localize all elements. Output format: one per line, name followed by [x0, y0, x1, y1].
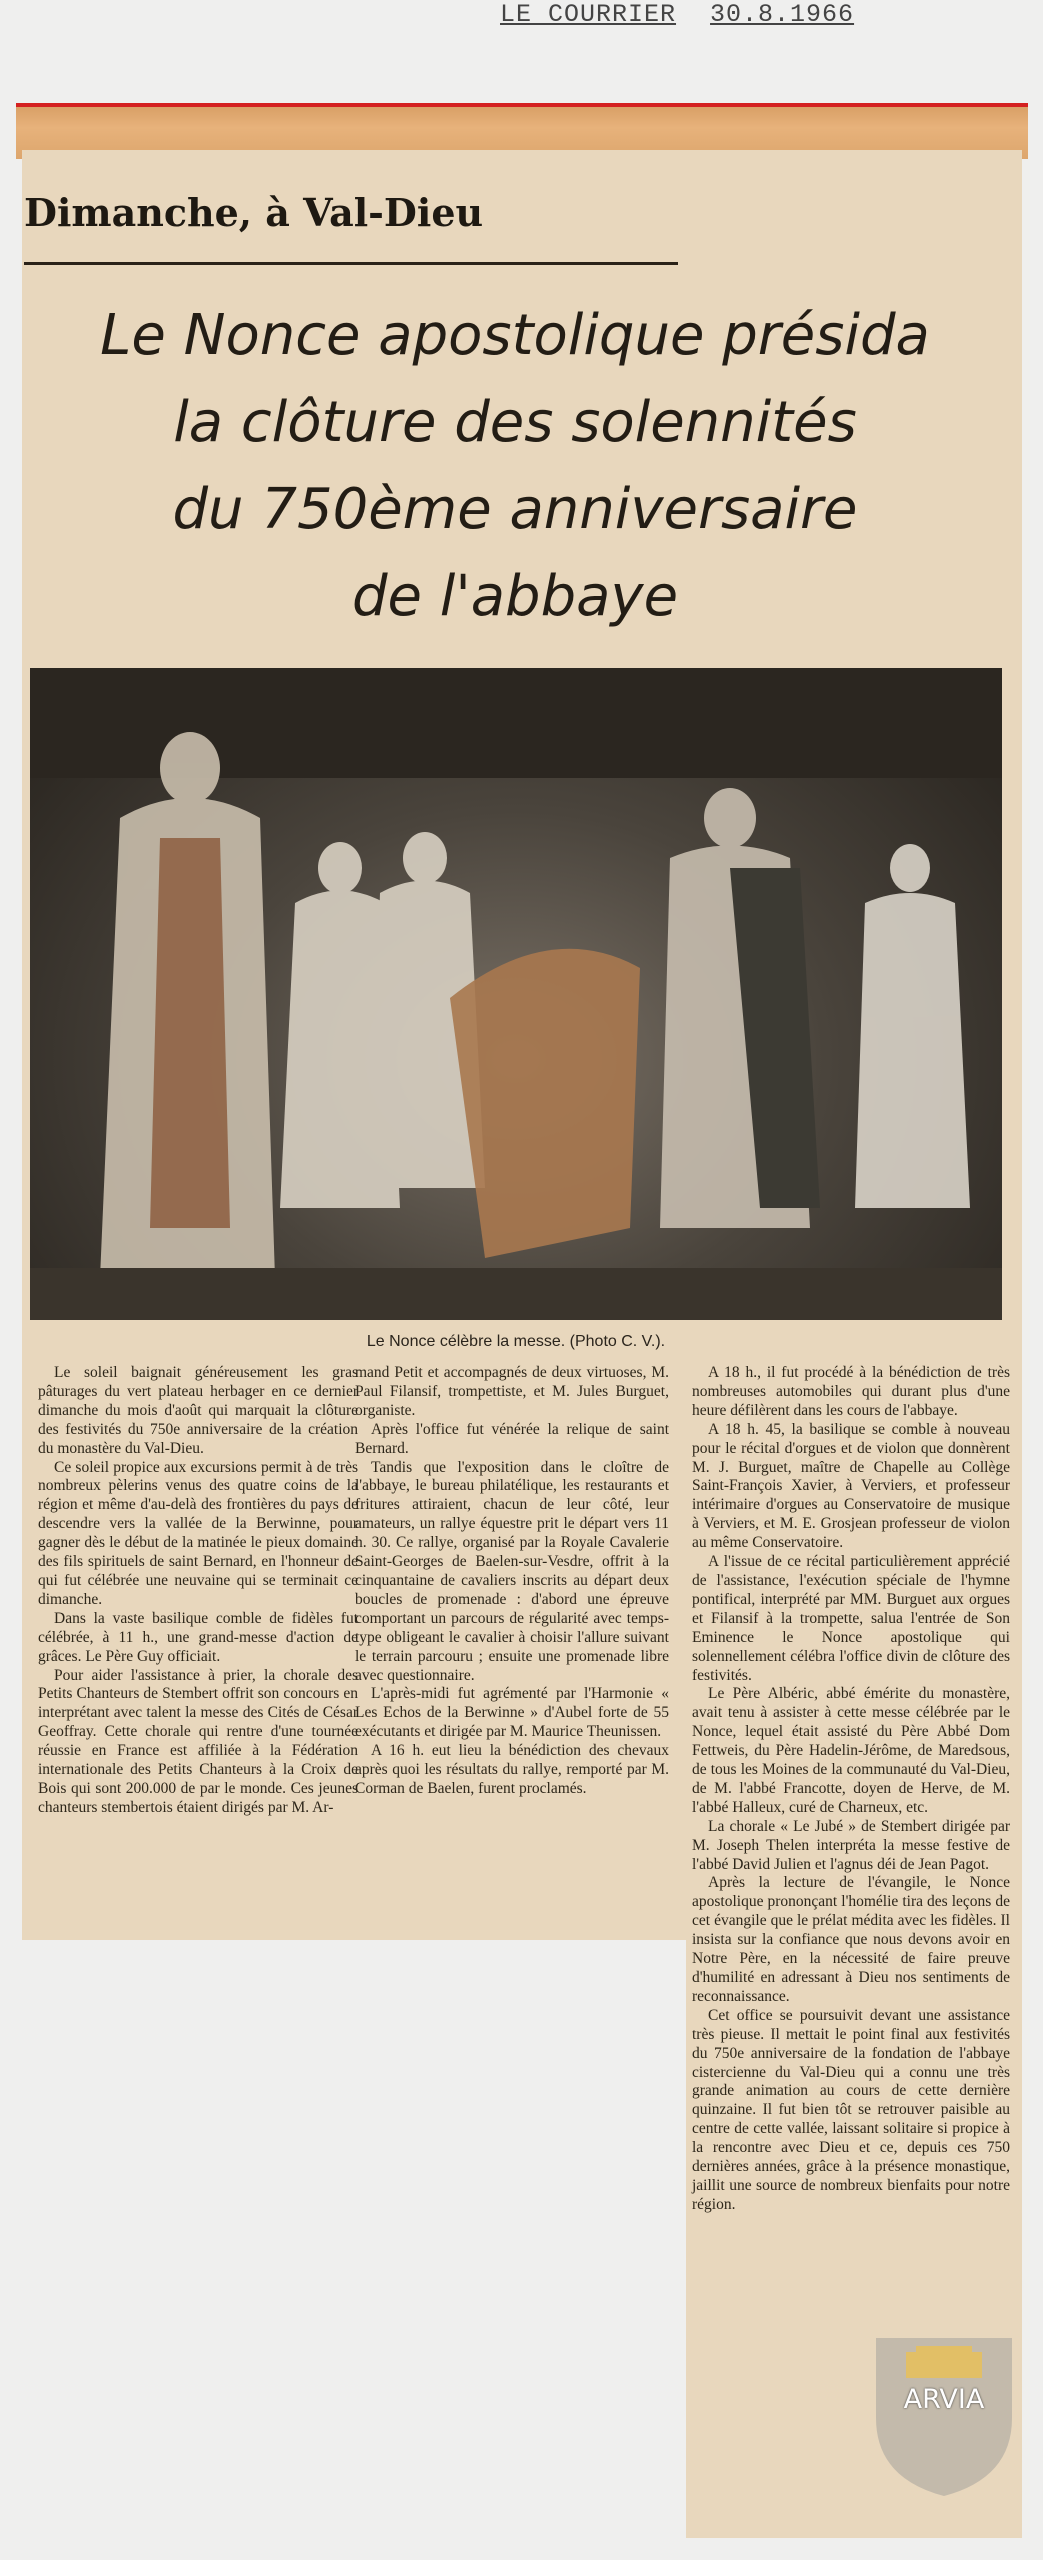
- issue-date: 30.8.1966: [710, 0, 855, 29]
- paragraph: Ce soleil propice aux excursions permit à de très nombreux pèlerins venus des quatre coins de la région et même d'au-delà des frontières du pays de descendre vers la vallée de la Berwinne, pour gagner dès le début de la matinée le pieux domaine des fils spirituels de saint Bernard, en l'honneur de qui fut célébrée une neuvaine qui se terminait ce dimanche.: [38, 1458, 358, 1608]
- kicker: Dimanche, à Val-Dieu: [24, 190, 484, 235]
- article-column-1: [38, 1364, 358, 1818]
- paragraph: A 18 h., il fut procédé à la bénédiction de très nombreuses automobiles qui durant plus d'une heure défilèrent dans les cours de l'abbaye.: [692, 1364, 1010, 1419]
- paragraph: A l'issue de ce récital particulièrement apprécié de l'assistance, l'exécution spéciale de l'hymne pontifical, interprété par MM. Burguet aux orgues et Filansif à la trompette, salua l'entrée de Son Eminence le Nonce apostolique qui solennellement célébra l'office divin de clôture des festivités.: [692, 1553, 1010, 1684]
- headline-line: Le Nonce apostolique présida: [100, 303, 930, 368]
- kicker-rule: [24, 262, 678, 265]
- paragraph: Le Père Albéric, abbé émérite du monastère, avait tenu à assister à cette messe célébrée par le Nonce, lequel était assisté du Père Abbé Dom Fettweis, du Père Hadelin-Jérôme, de Maredsous, de tous les Moines de la communauté du Val-Dieu, de M. l'abbé Francotte, doyen de Herve, de M. l'abbé Halleux, curé de Charneux, etc.: [692, 1685, 1010, 1816]
- headline: [30, 292, 1000, 640]
- stamp-header: [500, 0, 888, 29]
- newspaper-name: LE COURRIER: [500, 0, 677, 29]
- paragraph: Cet office se poursuivit devant une assistance très pieuse. Il mettait le point final aux festivités du 750e anniversaire de la fondation de l'abbaye cistercienne du Val-Dieu qui a connu une très grande animation au cours de cette dernière quinzaine. Il fut bien tôt se retrouver paisible au centre de cette vallée, laissant solitaire si propice à la rencontre avec Dieu et ce, depuis ces 750 dernières années, grâce à la présence monastique, jaillit une source de nombreux bienfaits pour notre région.: [692, 2006, 1010, 2213]
- paragraph: Le soleil baignait généreusement les gras pâturages du vert plateau herbager en ce dernier dimanche du mois d'août qui marquait la clôture des festivités du 750e anniversaire de la création du monastère du Val-Dieu.: [38, 1364, 358, 1457]
- photo-caption: Le Nonce célèbre la messe. (Photo C. V.).: [366, 1333, 666, 1350]
- headline-line: du 750ème anniversaire: [172, 477, 858, 542]
- paragraph: Après la lecture de l'évangile, le Nonce apostolique prononçant l'homélie tira des leçons de cet évangile que le prélat médita avec les fidèles. Il insista sur la confiance que nous devons avoir en Notre Père, en la nécessité de faire preuve d'humilité en adressant à Dieu nos sentiments de reconnaissance.: [692, 1874, 1010, 2005]
- paragraph: Tandis que l'exposition dans le cloître de l'abbaye, le bureau philatélique, les restaurants et fritures attiraient, chacun de leur côté, leur amateurs, un rallye équestre prit le départ vers 11 h. 30. Ce rallye, organisé par la Royale Cavalerie Saint-Georges de Baelen-sur-Vesdre, offrit à la cinquantaine de cavaliers inscrits au départ deux boucles de promenade : d'abord une épreuve comportant un parcours de régularité avec temps-type obligeant le cavalier à choisir l'allure suivant le terrain parcouru ; ensuite une promenade libre avec questionnaire.: [355, 1458, 669, 1684]
- article-column-2: [355, 1364, 669, 1799]
- watermark-label: ARVIA: [903, 2384, 985, 2415]
- article-column-3: [692, 1364, 1010, 2215]
- paragraph: A 18 h. 45, la basilique se comble à nouveau pour le récital d'orgues et de violon que donnèrent M. J. Burguet, maître de Chapelle au Collège Saint-François Xavier, à Verviers, et professeur intérimaire d'orgues au Conservatoire de musique à Verviers, et M. E. Grosjean professeur de violon au même Conservatoire.: [692, 1420, 1010, 1552]
- news-photo: [30, 668, 1002, 1320]
- paragraph: La chorale « Le Jubé » de Stembert dirigée par M. Joseph Thelen interpréta la messe festive de l'abbé David Julien et l'agnus déi de Jean Pagot.: [692, 1817, 1010, 1873]
- headline-line: la clôture des solennités: [173, 390, 857, 455]
- paragraph: A 16 h. eut lieu la bénédiction des chevaux après quoi les résultats du rallye, remporté par M. Corman de Baelen, furent proclamés.: [355, 1742, 669, 1797]
- paragraph: mand Petit et accompagnés de deux virtuoses, M. Paul Filansif, trompettiste, et M. Jules Burguet, organiste.: [355, 1364, 669, 1419]
- paragraph: Après l'office fut vénérée la relique de saint Bernard.: [355, 1420, 669, 1457]
- headline-line: de l'abbaye: [351, 564, 679, 629]
- paragraph: Dans la vaste basilique comble de fidèles fut célébrée, à 11 h., une grand-messe d'action de grâces. Le Père Guy officiait.: [38, 1609, 358, 1665]
- paragraph: Pour aider l'assistance à prier, la chorale des Petits Chanteurs de Stembert offrit son concours en interprétant avec talent la messe des Cités de César Geoffray. Cette chorale qui rentre d'une tournée réussie en France est affiliée à la Fédération internationale des Petits Chanteurs à la Croix de Bois qui sont 200.000 de par le monde. Ces jeunes chanteurs stembertois étaient dirigés par M. Ar-: [38, 1666, 358, 1816]
- paragraph: L'après-midi fut agrémenté par l'Harmonie « Les Echos de la Berwinne » d'Aubel forte de 55 exécutants et dirigée par M. Maurice Theunissen.: [355, 1685, 669, 1741]
